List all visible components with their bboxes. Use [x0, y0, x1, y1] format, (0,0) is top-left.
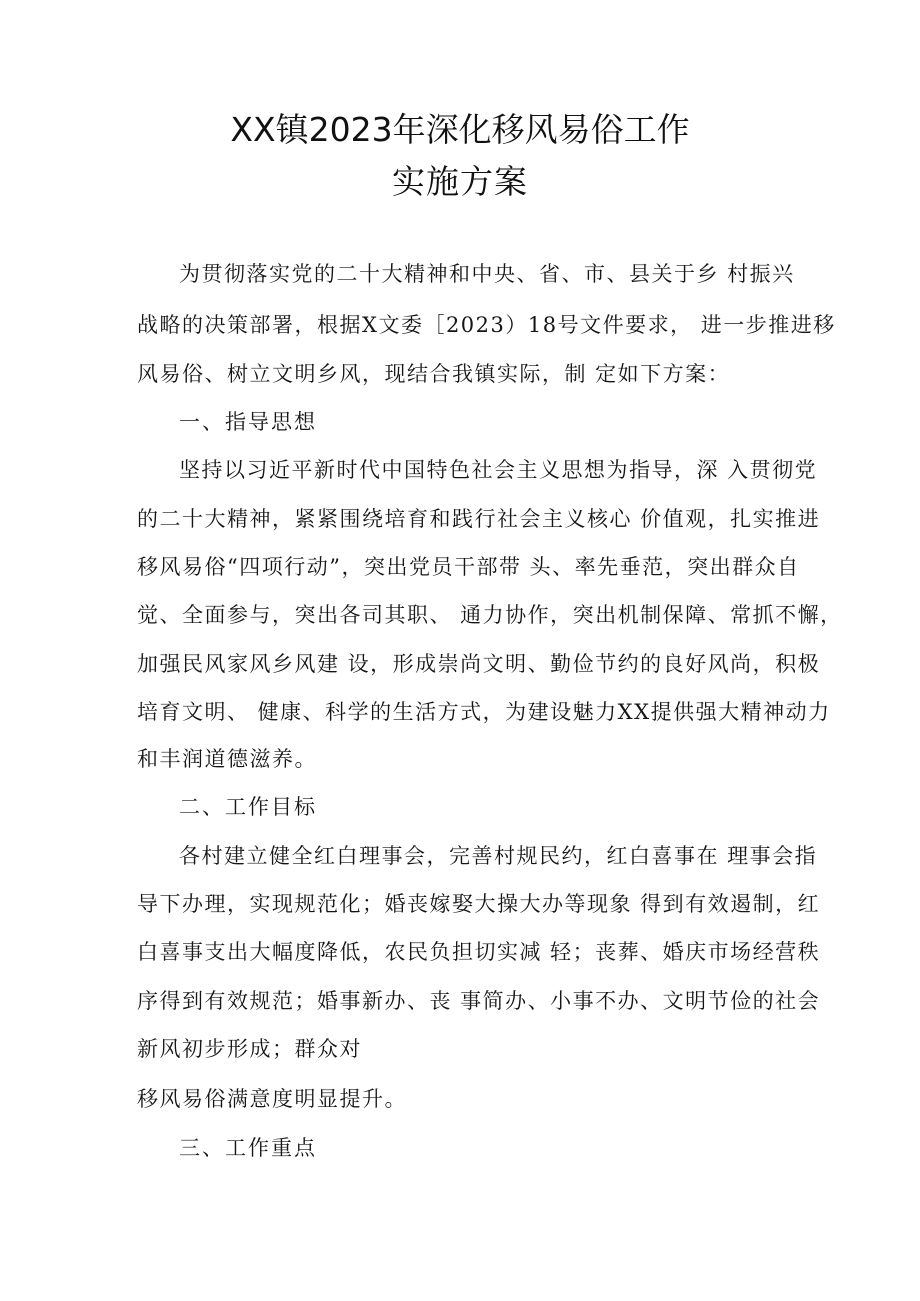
section2-line: 导下办理，实现规范化；婚丧嫁娶大操大办等现象 得到有效遏制，红: [137, 892, 821, 916]
section1-line: 移风易俗“四项行动”，突出党员干部带 头、率先垂范，突出群众自: [137, 555, 800, 579]
section1-line: 和丰润道德滋养。: [137, 747, 317, 771]
section-heading-work-goals: 二、工作目标: [179, 795, 317, 819]
intro-line: 战略的决策部署，根据X文委［2023）18号文件要求， 进一步推进移: [137, 313, 836, 337]
document-title-line-1: XX镇2023年深化移风易俗工作: [230, 110, 690, 149]
section1-line: 觉、全面参与，突出各司其职、 通力协作，突出机制保障、常抓不懈，: [137, 603, 843, 627]
section1-line: 加强民风家风乡风建 设，形成崇尚文明、勤俭节约的良好风尚，积极: [137, 652, 821, 676]
section2-line: 新风初步形成；群众对: [137, 1037, 362, 1061]
section2-line: 白喜事支出大幅度降低，农民负担切实减 轻；丧葬、婚庆市场经营秩: [137, 940, 821, 964]
section-heading-guiding-ideology: 一、指导思想: [179, 410, 317, 434]
section2-line: 序得到有效规范；婚事新办、丧 事简办、小事不办、文明节俭的社会: [137, 989, 821, 1013]
section2-line: 各村建立健全红白理事会，完善村规民约，红白喜事在 理事会指: [179, 844, 818, 868]
document-title-line-2: 实施方案: [392, 162, 528, 201]
section2-line: 移风易俗满意度明显提升。: [137, 1087, 407, 1111]
section1-line: 的二十大精神，紧紧围绕培育和践行社会主义核心 价值观，扎实推进: [137, 507, 821, 531]
intro-line: 为贯彻落实党的二十大精神和中央、省、市、县关于乡 村振兴: [179, 262, 795, 286]
section1-line: 培育文明、 健康、科学的生活方式，为建设魅力XX提供强大精神动力: [137, 700, 831, 724]
section1-line: 坚持以习近平新时代中国特色社会主义思想为指导，深 入贯彻党: [179, 458, 818, 482]
section-heading-work-priorities: 三、工作重点: [179, 1136, 317, 1160]
intro-line: 风易俗、树立文明乡风，现结合我镇实际，制 定如下方案：: [137, 362, 731, 386]
